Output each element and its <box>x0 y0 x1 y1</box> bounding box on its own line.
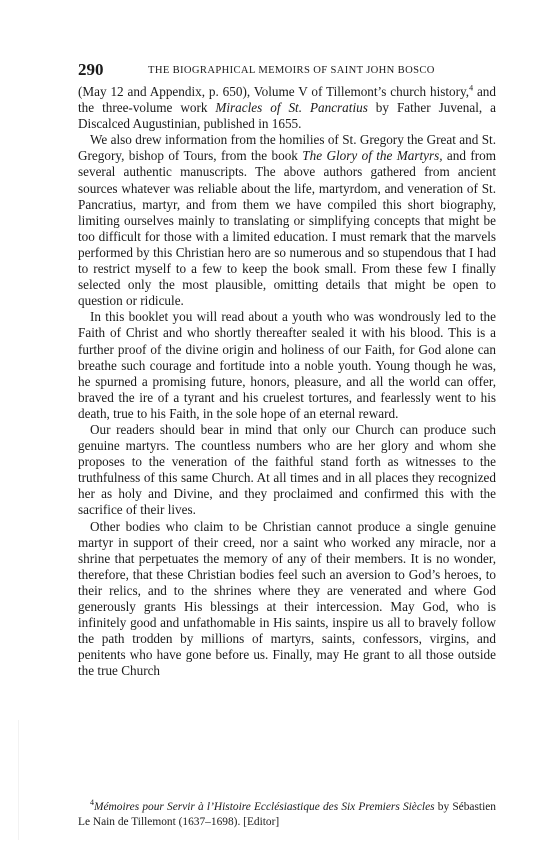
footnote-work-title: Mémoires pour Servir à l’Histoire Ecclésiastique des Six Premiers Siècles <box>94 801 435 813</box>
paragraph-5: Other bodies who claim to be Christian cannot produce a single genuine martyr in support of their creed, nor a saint who worked any miracle, nor a shrine that perpetuates the memory of any of their members. It is no wonder, therefore, that these Christian bodies feel such an aversion to God’s heroes, to their relics, and to the shrines where they are venerated and where God generously grants His blessings at their intercession. May God, who is infinitely good and unfathomable in His saints, inspire us all to bravely follow the path trodden by millions of martyrs, saints, confessors, virgins, and penitents who have gone before us. Finally, may He grant to all those outside the true Church <box>78 518 496 679</box>
paragraph-2 <box>78 132 496 309</box>
paragraph-2-text-b: and from several authentic manuscripts. The above authors gathered from ancient sources whatever was reliable about the life, martyrdom, and veneration of St. Pancratius, martyr, and from them we have compiled this short biography, limiting ourselves mainly to translating or simplifying concepts that might be too difficult for those with a limited education. I must remark that the marvels performed by this Christian hero are so numerous and so stupendous that I had to restrict myself to a few to keep the book small. From these few I finally selected only the most plausible, omitting details that might be open to question or ridicule. <box>78 148 496 309</box>
footnote-ref-4: 4 <box>469 83 474 93</box>
paragraph-4: Our readers should bear in mind that only our Church can produce such genuine martyrs. The countless numbers who are her glory and whom she proposes to the veneration of the faithful stand forth as witnesses to the truthfulness of this same Church. At all times and in all places they recognized her as holy and Divine, and they proclaimed and confirmed this with the sacrifice of their lives. <box>78 421 496 518</box>
body-text <box>78 84 496 679</box>
paragraph-1-text-c: by Father Juvenal, a Discalced Augustinian, published in 1655. <box>78 100 496 132</box>
paragraph-1 <box>78 84 496 132</box>
footnote-text: by Sébastien Le Nain de Tillemont (1637–1698). [Editor] <box>78 801 496 828</box>
running-head <box>78 60 498 80</box>
work-title-miracles: Miracles of St. Pancratius <box>215 100 368 116</box>
running-head-title: THE BIOGRAPHICAL MEMOIRS OF SAINT JOHN BOSCO <box>148 65 435 76</box>
work-title-glory: The Glory of the Martyrs, <box>302 148 443 164</box>
footnote-number: 4 <box>90 798 94 808</box>
page-number: 290 <box>78 60 104 79</box>
scan-margin-line <box>18 720 19 840</box>
paragraph-2-text-a: We also drew information from the homilies of St. Gregory the Great and St. Gregory, bishop of Tours, from the book <box>78 132 496 164</box>
paragraph-3: In this booklet you will read about a youth who was wondrously led to the Faith of Christ and who shortly thereafter sealed it with his blood. This is a further proof of the divine origin and holiness of our Faith, for God alone can breathe such courage and fortitude into a noble youth. Young though he was, he spurned a promising future, honors, pleasure, and all the world can offer, braved the ire of a tyrant and his cruelest tortures, and fearlessly went to his death, true to his Faith, in the sole hope of an eternal reward. <box>78 309 496 421</box>
paragraph-1-text-a: (May 12 and Appendix, p. 650), Volume V of Tillemont’s church history, <box>78 84 470 99</box>
paragraph-1-text-b: and the three-volume work <box>78 84 496 116</box>
footnote <box>78 800 496 830</box>
